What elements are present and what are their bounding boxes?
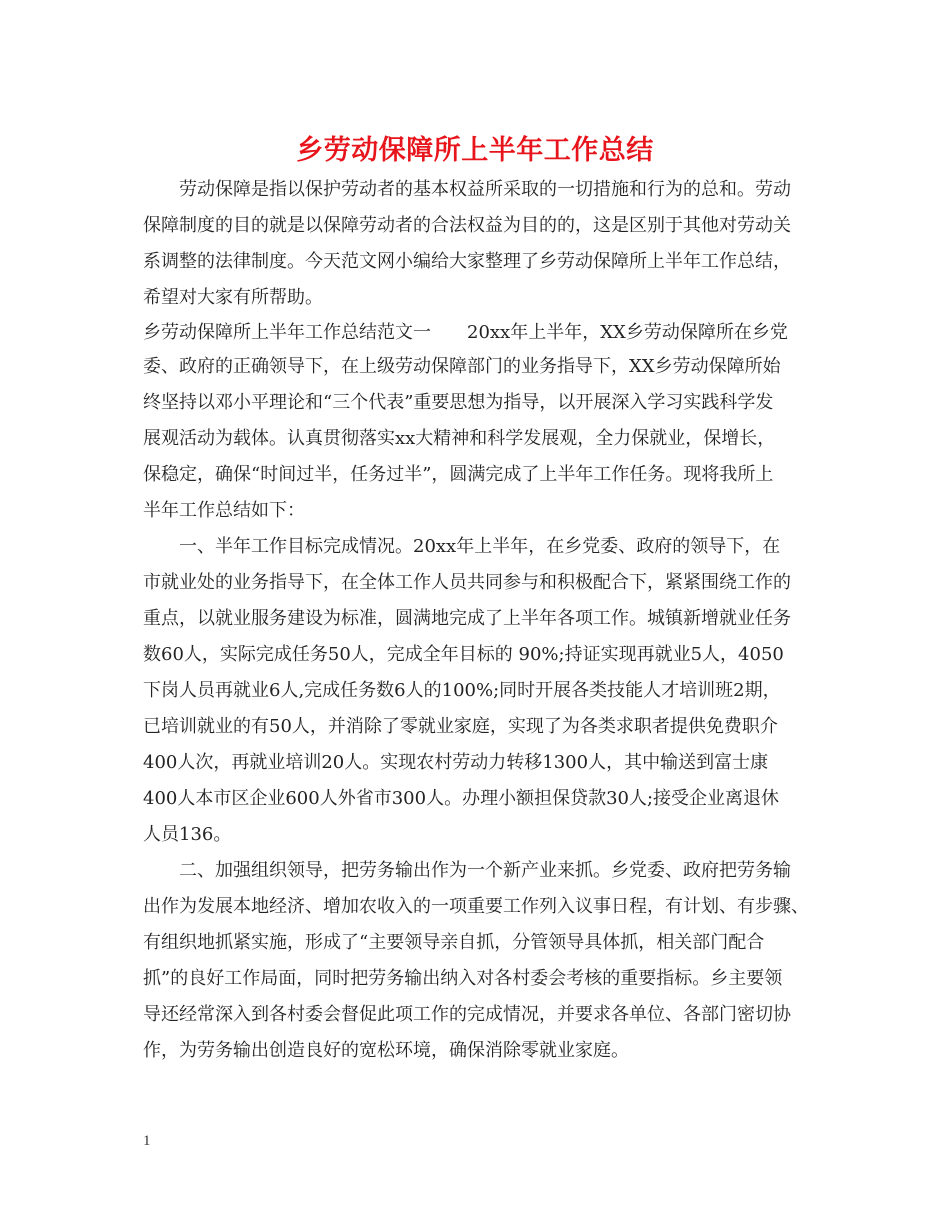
text-line: 终坚持以邓小平理论和“三个代表”重要思想为指导，以开展深入学习实践科学发	[143, 392, 774, 413]
text-line: 一、半年工作目标完成情况。20xx年上半年，在乡党委、政府的领导下，在	[179, 536, 781, 557]
text-line: 系调整的法律制度。今天范文网小编给大家整理了乡劳动保障所上半年工作总结，	[143, 251, 791, 272]
text-line: 劳动保障是指以保护劳动者的基本权益所采取的一切措施和行为的总和。劳动	[179, 179, 791, 200]
text-line: 下岗人员再就业6人,完成任务数6人的100%;同时开展各类技能人才培训班2期，	[143, 680, 781, 701]
page-number: 1	[143, 1133, 151, 1149]
text-line: 数60人，实际完成任务50人，完成全年目标的 90%;持证实现再就业5人，4050	[143, 644, 784, 665]
text-line: 希望对大家有所帮助。	[143, 287, 323, 308]
text-line: 乡劳动保障所上半年工作总结范文一 20xx年上半年，XX乡劳动保障所在乡党	[143, 322, 788, 343]
text-line: 半年工作总结如下：	[143, 500, 305, 521]
text-line: 作，为劳务输出创造良好的宽松环境，确保消除零就业家庭。	[143, 1040, 629, 1061]
text-line: 重点，以就业服务建设为标准，圆满地完成了上半年各项工作。城镇新增就业任务	[143, 608, 791, 629]
text-line: 二、加强组织领导，把劳务输出作为一个新产业来抓。乡党委、政府把劳务输	[179, 860, 791, 881]
text-line: 导还经常深入到各村委会督促此项工作的完成情况，并要求各单位、各部门密切协	[143, 1004, 791, 1025]
text-line: 委、政府的正确领导下，在上级劳动保障部门的业务指导下，XX乡劳动保障所始	[143, 356, 781, 377]
text-line: 人员136。	[143, 824, 232, 845]
text-line: 保障制度的目的就是以保障劳动者的合法权益为目的的，这是区别于其他对劳动关	[143, 215, 791, 236]
text-line: 已培训就业的有50人，并消除了零就业家庭，实现了为各类求职者提供免费职介	[143, 716, 778, 737]
text-line: 抓”的良好工作局面，同时把劳务输出纳入对各村委会考核的重要指标。乡主要领	[143, 968, 783, 989]
text-line: 出作为发展本地经济、增加农收入的一项重要工作列入议事日程，有计划、有步骤、	[143, 896, 809, 917]
document-title: 乡劳动保障所上半年工作总结	[296, 135, 654, 166]
text-line: 400人次，再就业培训20人。实现农村劳动力转移1300人，其中输送到富士康	[143, 752, 769, 773]
text-line: 展观活动为载体。认真贯彻落实xx大精神和科学发展观，全力保就业，保增长，	[143, 428, 776, 449]
text-line: 保稳定，确保“时间过半，任务过半”，圆满完成了上半年工作任务。现将我所上	[143, 464, 774, 485]
text-line: 市就业处的业务指导下，在全体工作人员共同参与和积极配合下，紧紧围绕工作的	[143, 572, 791, 593]
text-line: 400人本市区企业600人外省市300人。办理小额担保贷款30人;接受企业离退休	[143, 788, 780, 809]
text-line: 有组织地抓紧实施，形成了“主要领导亲自抓，分管领导具体抓，相关部门配合	[143, 932, 765, 953]
